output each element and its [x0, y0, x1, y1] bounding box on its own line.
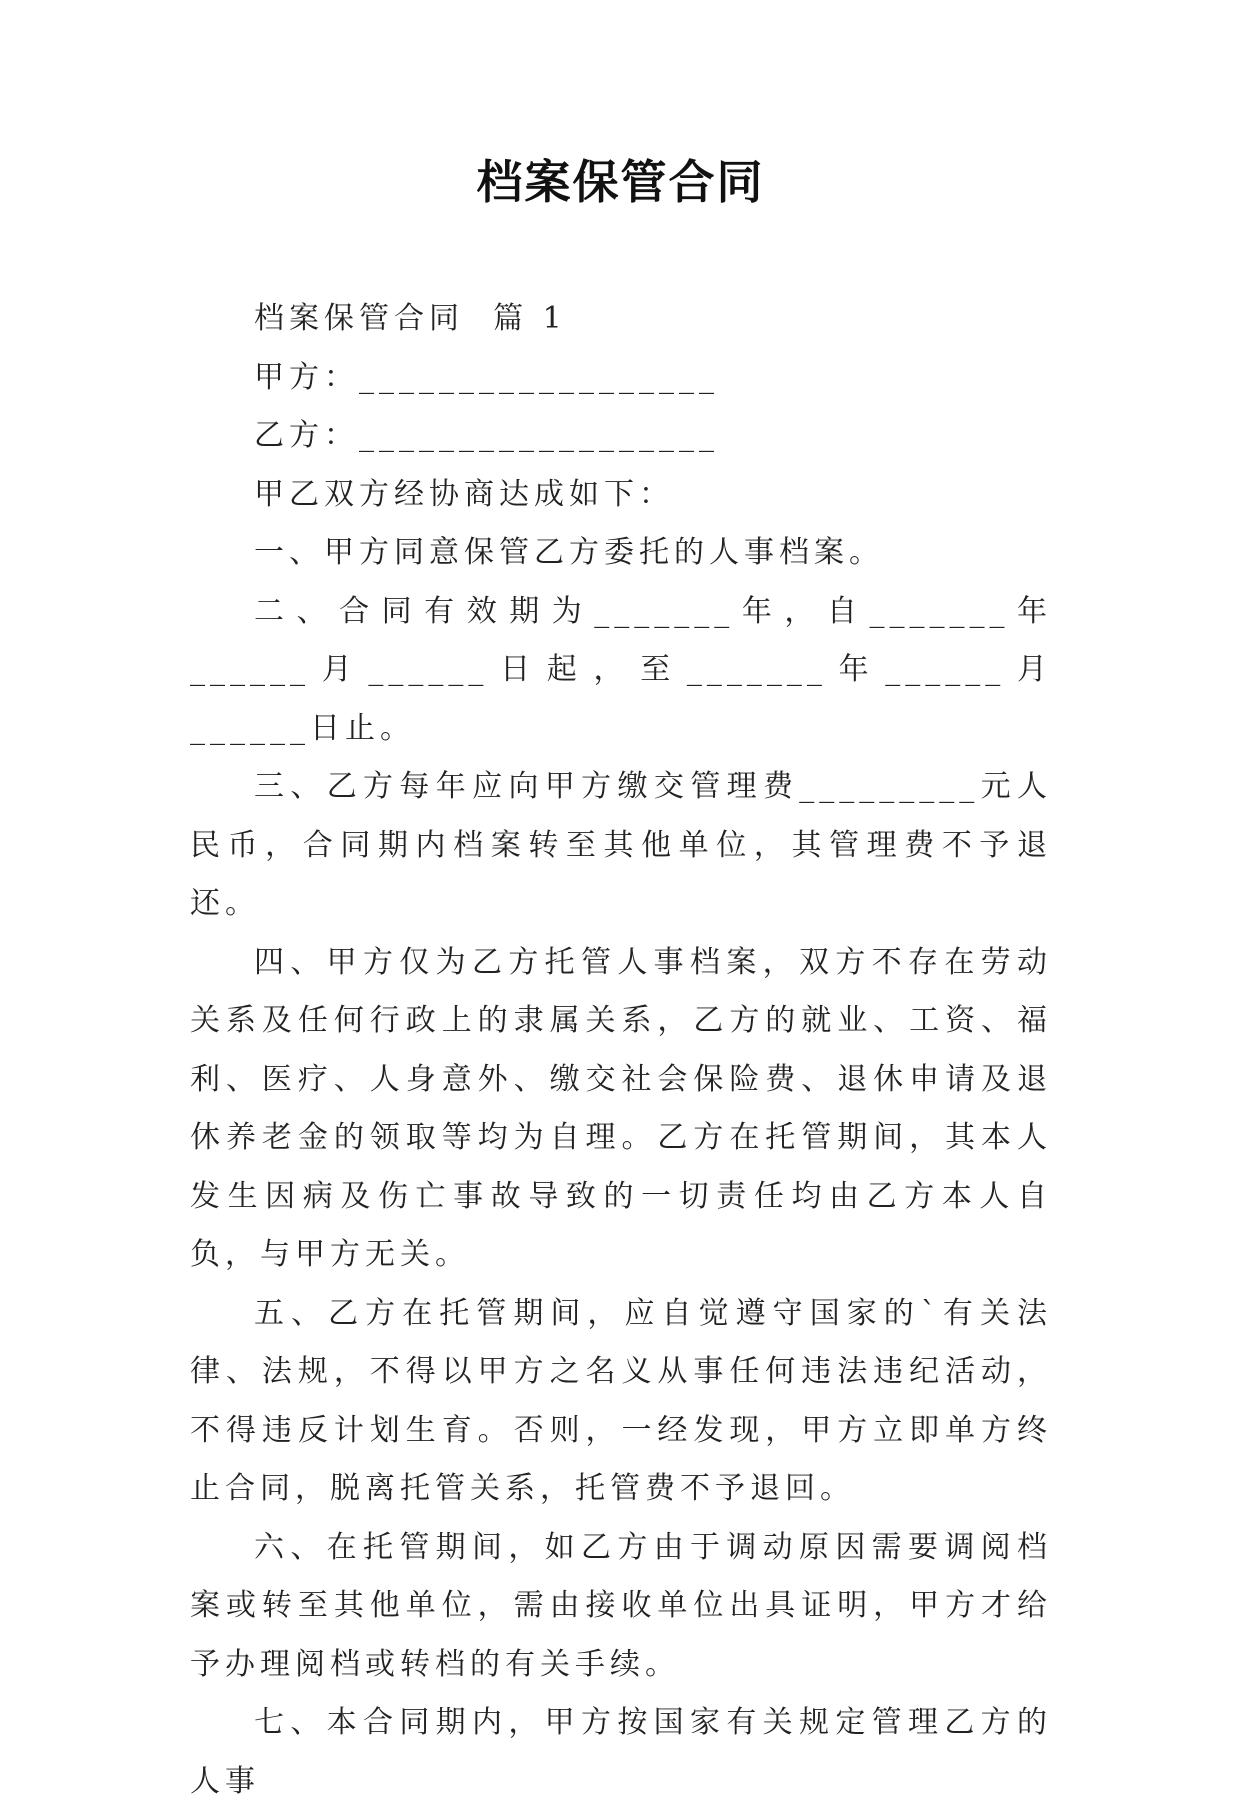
document-title: 档案保管合同: [476, 155, 765, 209]
agreement-intro: 甲乙双方经协商达成如下：: [254, 476, 674, 512]
clause-2: 二、合同有效期为_______年，自_______年______月______日起，至_______年______月______日止。: [190, 593, 1052, 746]
clause-6: 六、在托管期间，如乙方由于调动原因需要调阅档案或转至其他单位，需由接收单位出具证明，甲方才给予办理阅档或转档的有关手续。: [190, 1529, 1052, 1682]
party-b-line: 乙方：__________________: [254, 418, 719, 453]
clause-5: 五、乙方在托管期间，应自觉遵守国家的`有关法律、法规，不得以甲方之名义从事任何违法违纪活动，不得违反计划生育。否则，一经发现，甲方立即单方终止合同，脱离托管关系，托管费不予退回。: [190, 1295, 1052, 1506]
clause-7: 七、本合同期内，甲方按国家有关规定管理乙方的人事: [190, 1705, 1052, 1799]
party-a-line: 甲方：__________________: [254, 359, 719, 395]
section-heading: 档案保管合同 篇 1: [254, 301, 567, 336]
clause-3: 三、乙方每年应向甲方缴交管理费_________元人民币，合同期内档案转至其他单位，其管理费不予退还。: [190, 769, 1052, 921]
clause-1: 一、甲方同意保管乙方委托的人事档案。: [254, 535, 884, 570]
document-body: [190, 290, 1052, 1811]
clause-4: 四、甲方仅为乙方托管人事档案，双方不存在劳动关系及任何行政上的隶属关系，乙方的就业、工资、福利、医疗、人身意外、缴交社会保险费、退休申请及退休养老金的领取等均为自理。乙方在托管期间，其本人发生因病及伤亡事故导致的一切责任均由乙方本人自负，与甲方无关。: [190, 944, 1052, 1272]
